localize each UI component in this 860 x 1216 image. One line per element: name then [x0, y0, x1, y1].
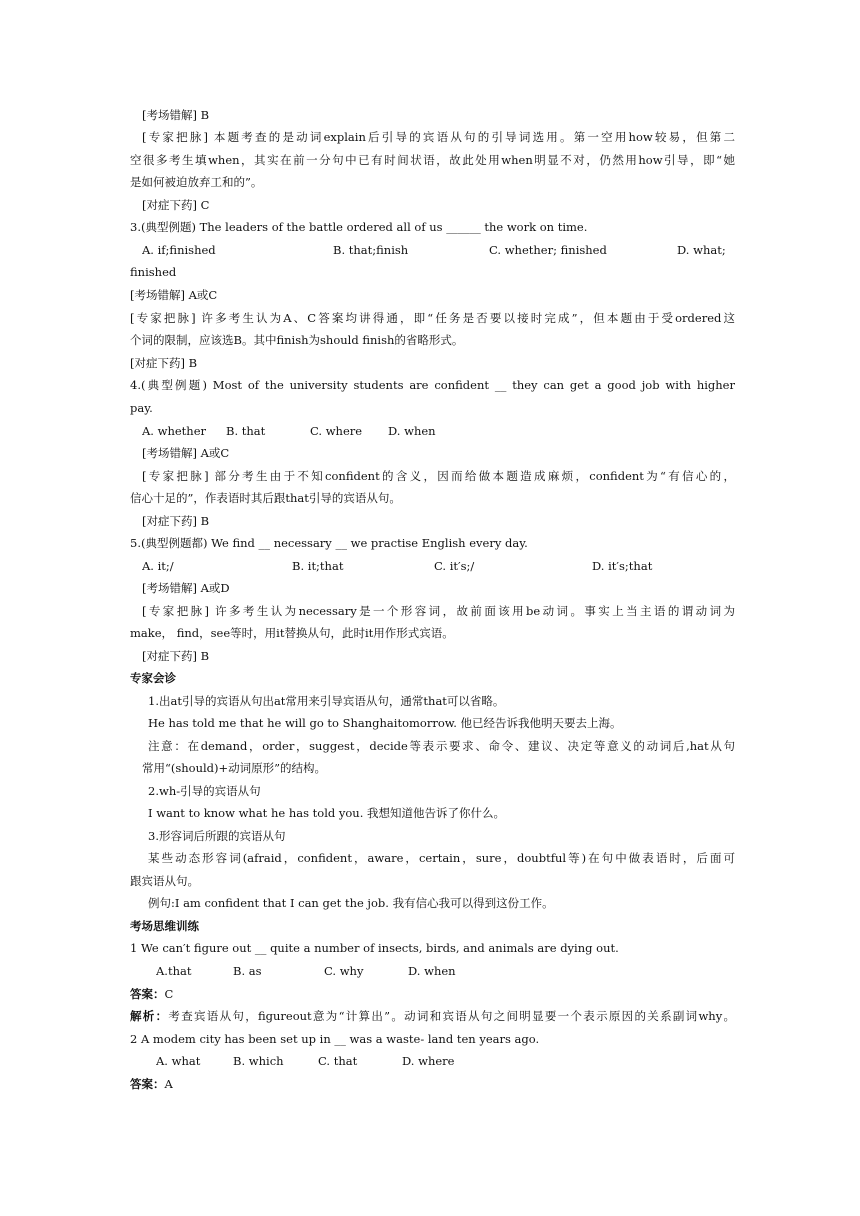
- t1-answer: [130, 983, 735, 1006]
- q3-options-line-2: finished: [130, 265, 177, 279]
- q3-question: 3.(典型例题) The leaders of the battle ordered all of us ______ the work on time.: [130, 220, 588, 234]
- q5-analysis-line-1: [专家把脉] 许多考生认为necessary是一个形容词，故前面该用be动词。事实上当主语的谓动词为: [142, 604, 735, 618]
- t1-answer-value: C: [164, 987, 174, 1001]
- t1-explanation: [130, 1005, 735, 1028]
- q3-option-c: C. whether; finished: [489, 243, 607, 257]
- section-heading-expert: 专家会诊: [130, 671, 176, 685]
- q3-option-d: D. what;: [677, 243, 726, 257]
- t1-answer-label: 答案：: [130, 987, 165, 1001]
- q5-options: [142, 555, 735, 578]
- q4-options: [142, 420, 735, 443]
- t2-answer-label: 答案：: [130, 1077, 165, 1091]
- t2-option-d: D. where: [402, 1054, 455, 1068]
- q5-error-line: [考场错解] A或D: [142, 581, 230, 595]
- t1-option-b: B. as: [233, 964, 262, 978]
- expert-point-2: 2.wh-引导的宾语从句: [148, 784, 261, 798]
- t2-option-c: C. that: [318, 1054, 358, 1068]
- q4-question-line-1: 4.(典型例题) Most of the university students are confident __ they can get a good job with higher: [130, 378, 735, 392]
- expert-note-line-1: 注意：在demand，order，suggest，decide等表示要求、命令、建议、决定等意义的动词后,hat从句: [148, 739, 735, 753]
- q2-analysis-line-3: 是如何被迫放弃工和的”。: [130, 175, 263, 189]
- t1-option-c: C. why: [324, 964, 364, 978]
- expert-note-line-2: 常用“(should)+动词原形”的结构。: [142, 761, 327, 775]
- t2-options: [156, 1050, 735, 1073]
- q3-analysis-line-1: [专家把脉] 许多考生认为A、C答案均讲得通，即“任务是否要以接时完成”，但本题由于受ordered这: [130, 311, 735, 325]
- t1-explanation-label: 解析：: [130, 1009, 169, 1023]
- expert-adjective-line-1: 某些动态形容词(afraid，confident，aware，certain，sure，doubtful等)在句中做表语时，后面可: [148, 851, 735, 865]
- q4-error-line: [考场错解] A或C: [142, 446, 230, 460]
- t2-answer-value: A: [164, 1077, 173, 1091]
- q2-answer-line: [对症下药] C: [142, 198, 210, 212]
- section-heading-training: 考场思维训练: [130, 919, 199, 933]
- q2-analysis-line-1: [专家把脉] 本题考查的是动词explain后引导的宾语从句的引导词选用。第一空用how较易，但第二: [142, 130, 735, 144]
- q4-option-d: D. when: [388, 424, 436, 438]
- t1-option-a: A.that: [156, 964, 192, 978]
- t2-answer: [130, 1073, 735, 1096]
- q3-error-line: [考场错解] A或C: [130, 288, 218, 302]
- q5-analysis-line-2: make， find，see等时，用it替换从句，此时it用作形式宾语。: [130, 626, 454, 640]
- expert-point-1: 1.出at引导的宾语从句出at常用来引导宾语从句，通常that可以省略。: [148, 694, 505, 708]
- q3-analysis-line-2: 个词的限制，应该选B。其中finish为should finish的省略形式。: [130, 333, 464, 347]
- t1-question: 1 We can′t figure out __ quite a number of insects, birds, and animals are dying out.: [130, 941, 619, 955]
- q4-analysis-line-1: [专家把脉] 部分考生由于不知confident的含义，因而给做本题造成麻烦，confident为“有信心的，: [142, 469, 735, 483]
- t2-question: 2 A modem city has been set up in __ was a waste- land ten years ago.: [130, 1032, 540, 1046]
- q5-option-b: B. it;that: [292, 559, 344, 573]
- q4-question-line-2: pay.: [130, 401, 153, 415]
- expert-adjective-line-2: 跟宾语从句。: [130, 874, 199, 888]
- t2-option-a: A. what: [156, 1054, 201, 1068]
- q4-option-a: A. whether: [142, 424, 207, 438]
- q5-answer-line: [对症下药] B: [142, 649, 210, 663]
- q5-option-a: A. it;/: [142, 559, 174, 573]
- q3-option-a: A. if;finished: [142, 243, 216, 257]
- q2-analysis-line-2: 空很多考生填when，其实在前一分句中已有时间状语，故此处用when明显不对，仍然用how引导，即“她: [130, 153, 735, 167]
- q4-option-b: B. that: [226, 424, 266, 438]
- t1-option-d: D. when: [408, 964, 456, 978]
- t2-option-b: B. which: [233, 1054, 284, 1068]
- q4-option-c: C. where: [310, 424, 363, 438]
- q2-error-line: [考场错解] B: [142, 108, 210, 122]
- expert-example-3: 例句:I am confident that I can get the job. 我有信心我可以得到这份工作。: [148, 896, 554, 910]
- expert-example-2: I want to know what he has told you. 我想知道他告诉了你什么。: [148, 806, 506, 820]
- q3-answer-line: [对症下药] B: [130, 356, 198, 370]
- q3-options-line-1: [142, 239, 735, 262]
- q3-option-b: B. that;finish: [333, 243, 409, 257]
- q5-option-c: C. it′s;/: [434, 559, 475, 573]
- t1-options: [156, 960, 735, 983]
- t1-explanation-text: 考查宾语从句，figureout意为“计算出”。动词和宾语从句之间明显要一个表示原因的关系副词why。: [168, 1009, 735, 1023]
- expert-point-3: 3.形容词后所跟的宾语从句: [148, 829, 286, 843]
- expert-example-1: He has told me that he will go to Shanghaitomorrow. 他已经告诉我他明天要去上海。: [148, 716, 622, 730]
- q5-option-d: D. it′s;that: [592, 559, 653, 573]
- q4-answer-line: [对症下药] B: [142, 514, 210, 528]
- q5-question: 5.(典型例题都) We find __ necessary __ we practise English every day.: [130, 536, 528, 550]
- q4-analysis-line-2: 信心十足的”，作表语时其后跟that引导的宾语从句。: [130, 491, 401, 505]
